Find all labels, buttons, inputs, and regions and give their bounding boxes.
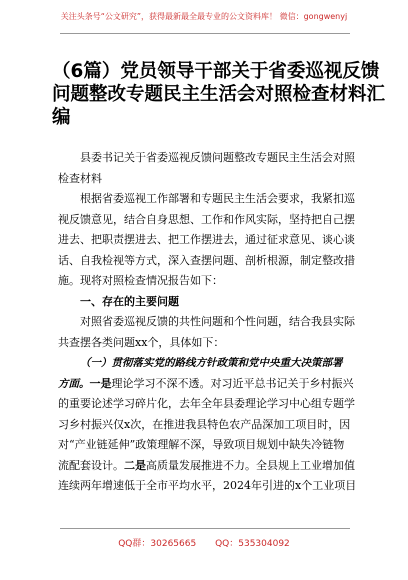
paragraph-text: 高质量发展推进不力。全县规上工业增加值 (146, 458, 355, 472)
footer-qq-group: QQ群：30265665 (118, 539, 197, 549)
paragraph-line: 对照省委巡视反馈的共性问题和个性问题，结合我县实际 (80, 315, 355, 328)
subsection-heading: （一）贯彻落实党的路线方针政策和党中央重大决策部署 (80, 357, 343, 369)
subtitle-line: 检查材料 (58, 171, 102, 185)
paragraph-line: 根据省委巡视工作部署和专题民主生活会要求，我紧扣巡 (80, 192, 355, 205)
subsection-heading-end: 方面。 (58, 377, 90, 390)
paragraph-text: 流配套设计。 (58, 458, 124, 472)
header-note: 关注头条号“公文研究”，获得最新最全最专业的公文资料库！ 微信：gongwenyj (60, 12, 348, 21)
point-marker: 二是 (124, 458, 146, 472)
header-divider (60, 33, 350, 34)
paragraph-line: 对“产业链延伸”政策理解不深，导致项目规划中缺失冷链物 (58, 438, 345, 451)
footer-qq: QQ：535304092 (215, 539, 290, 549)
section-heading: 一、存在的主要问题 (80, 294, 179, 308)
footer-contact (0, 536, 408, 549)
paragraph-line: 进去、把职责摆进去、把工作摆进去，通过征求意见、谈心谈 (58, 233, 355, 246)
document-body (58, 148, 358, 497)
paragraph-line: 的重要论述学习碎片化，去年全年县委理论学习中心组专题学 (58, 397, 355, 410)
paragraph-line: 共查摆各类问题xx个，具体如下： (58, 335, 225, 349)
paragraph-line: 施。现将对照检查情况报告如下： (58, 274, 223, 287)
paragraph-line: 习乡村振兴仅x次，在推进我县特色农产品深加工项目时，因 (58, 417, 351, 431)
paragraph-line: 视反馈意见，结合自身思想、工作和作风实际，坚持把自己摆 (58, 212, 355, 226)
point-marker: 一是 (89, 376, 112, 390)
document-title (52, 60, 386, 129)
paragraph-text: 理论学习不深不透。对习近平总书记关于乡村振兴 (111, 376, 354, 390)
title-line: 问题整改专题民主生活会对照检查材料汇 (52, 84, 386, 105)
paragraph-line: 连续两年增速低于全市平均水平，2024年引进的x个工业项目 (58, 479, 357, 492)
subtitle-line: 县委书记关于省委巡视反馈问题整改专题民主生活会对照 (80, 151, 355, 164)
title-line: （6篇）党员领导干部关于省委巡视反馈 (52, 61, 380, 82)
paragraph-line (58, 374, 358, 395)
footer-divider (60, 528, 350, 529)
paragraph-line: 话、自我检视等方式，深入查摆问题、剖析根源，制定整改措 (58, 253, 355, 267)
title-line: 编 (52, 107, 71, 128)
paragraph-line (58, 456, 358, 477)
